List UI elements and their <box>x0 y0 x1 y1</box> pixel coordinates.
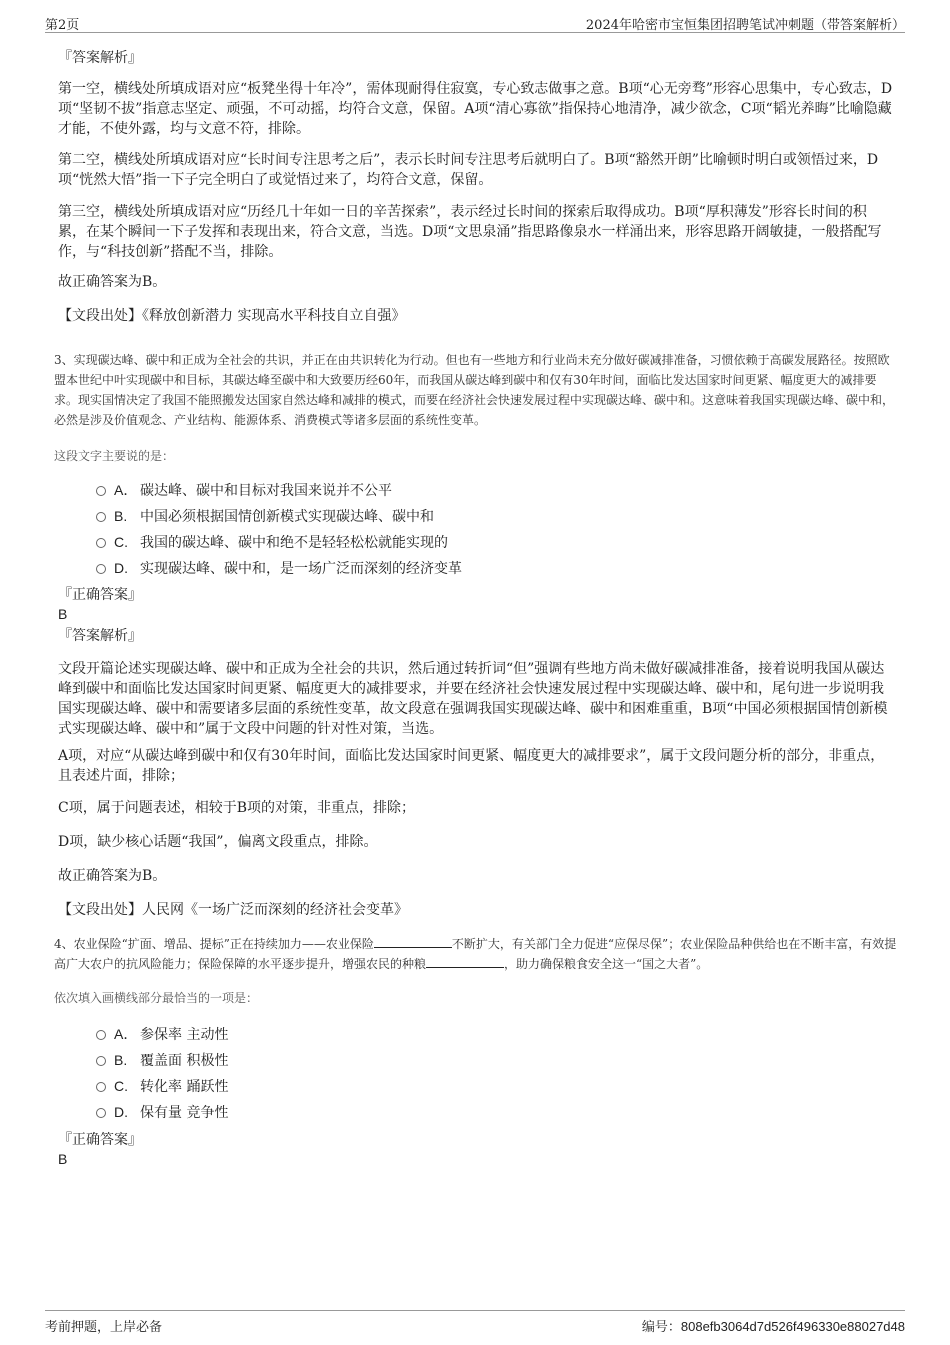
q3-option-b[interactable] <box>96 506 434 527</box>
option-text: 保有量 竞争性 <box>140 1105 229 1121</box>
q3-instruction: 这段文字主要说的是： <box>54 449 175 463</box>
option-label: A． <box>114 482 138 498</box>
footer-slogan: 考前押题，上岸必备 <box>45 1320 163 1335</box>
radio-icon[interactable] <box>96 1082 106 1092</box>
q4-instruction: 依次填入画横线部分最恰当的一项是： <box>54 991 259 1005</box>
radio-icon[interactable] <box>96 538 106 548</box>
q2-analysis-label: 『答案解析』 <box>58 50 142 66</box>
option-label: D. <box>114 1104 128 1120</box>
radio-icon[interactable] <box>96 512 106 522</box>
fill-blank-1 <box>374 935 452 948</box>
q4-option-a[interactable] <box>96 1024 228 1045</box>
option-text: 中国必须根据国情创新模式实现碳达峰、碳中和 <box>140 509 434 525</box>
radio-icon[interactable] <box>96 1030 106 1040</box>
q3-option-c[interactable] <box>96 532 448 553</box>
option-text: 转化率 踊跃性 <box>140 1079 229 1095</box>
page-number: 第2页 <box>45 18 80 33</box>
option-label: B. <box>114 1052 128 1068</box>
q4-option-c[interactable] <box>96 1076 228 1097</box>
q3-analysis-para: 文段开篇论述实现碳达峰、碳中和正成为全社会的共识，然后通过转折词“但”强调有些地方尚未做好碳减排准备，接着说明我国从碳达峰到碳中和面临比发达国家时间更紧、幅度更大的减排要求，并要在经济社会快速发展过程中实现碳达峰、碳中和，尾句进一步说明我国实现碳达峰、碳中和需要诸多层面的系统性变革，故文段意在强调我国实现碳达峰、碳中和困难重重，B项“中国必须根据国情创新模式实现碳达峰、碳中和”属于文段中问题的针对性对策，当选。 <box>58 661 888 737</box>
q3-stem: 3、实现碳达峰、碳中和正成为全社会的共识，并正在由共识转化为行动。但也有一些地方和行业尚未充分做好碳减排准备，习惯依赖于高碳发展路径。按照欧盟本世纪中叶实现碳中和目标，其碳达峰至碳中和大致要历经60年，而我国从碳达峰到碳中和仅有30年时间，面临比发达国家时间更紧、幅度更大的减排要求。现实国情决定了我国不能照搬发达国家自然达峰和减排的模式，而要在经济社会快速发展过程中实现碳达峰、碳中和。这意味着我国实现碳达峰、碳中和，必然是涉及价值观念、产业结构、能源体系、消费模式等诸多层面的系统性变革。 <box>54 353 895 427</box>
document-title: 2024年哈密市宝恒集团招聘笔试冲刺题（带答案解析） <box>585 18 905 33</box>
q4-answer-label: 『正确答案』 <box>58 1132 142 1148</box>
q3-analysis-label: 『答案解析』 <box>58 628 142 644</box>
option-text: 碳达峰、碳中和目标对我国来说并不公平 <box>140 483 392 499</box>
q4-stem: 4、农业保险“扩面、增品、提标”正在持续加力——农业保险 不断扩大，有关部门全力促进“应保尽保”；农业保险品种供给也在不断丰富，有效提高广大农户的抗风险能力；保险保障的水平逐步提升，增强农民的种粮 ，助力确保粮食安全这一“国之大者”。 <box>54 937 897 971</box>
q3-source: 【文段出处】人民网《一场广泛而深刻的经济社会变革》 <box>58 902 408 918</box>
q2-conclusion: 故正确答案为B。 <box>58 274 167 290</box>
q4-option-b[interactable] <box>96 1050 228 1071</box>
radio-icon[interactable] <box>96 564 106 574</box>
q3-analysis-para: C项，属于问题表述，相较于B项的对策，非重点，排除； <box>58 800 415 816</box>
option-label: A． <box>114 1026 138 1042</box>
q2-analysis-para-3: 第三空，横线处所填成语对应“历经几十年如一日的辛苦探索”，表示经过长时间的探索后取得成功。B项“厚积薄发”形容长时间的积累，在某个瞬间一下子发挥和表现出来，符合文意，当选。D项“文思泉涌”指思路像泉水一样涌出来，形容思路开阔敏捷，一般搭配写作，与“科技创新”搭配不当，排除。 <box>58 204 882 260</box>
q3-answer-label: 『正确答案』 <box>58 587 142 603</box>
document-code: 编号：808efb3064d7d526f496330e88027d48 <box>641 1319 905 1334</box>
option-text: 覆盖面 积极性 <box>140 1053 229 1069</box>
q3-analysis-para: D项，缺少核心话题“我国”，偏离文段重点，排除。 <box>58 834 378 850</box>
q4-option-d[interactable] <box>96 1102 228 1123</box>
radio-icon[interactable] <box>96 1108 106 1118</box>
option-text: 参保率 主动性 <box>140 1027 229 1043</box>
q4-answer: B <box>58 1151 68 1167</box>
q2-source: 【文段出处】《释放创新潜力 实现高水平科技自立自强》 <box>58 308 406 324</box>
q3-answer: B <box>58 606 68 622</box>
q3-conclusion: 故正确答案为B。 <box>58 868 167 884</box>
option-label: C. <box>114 1078 128 1094</box>
option-label: C. <box>114 534 128 550</box>
option-label: D. <box>114 560 128 576</box>
q2-analysis-para-2: 第二空，横线处所填成语对应“长时间专注思考之后”，表示长时间专注思考后就明白了。B项“豁然开朗”比喻顿时明白或领悟过来，D项“恍然大悟”指一下子完全明白了或觉悟过来了，均符合文意，保留。 <box>58 152 879 188</box>
q3-option-a[interactable] <box>96 480 392 501</box>
q3-option-d[interactable] <box>96 558 462 579</box>
option-text: 我国的碳达峰、碳中和绝不是轻轻松松就能实现的 <box>140 535 448 551</box>
option-label: B. <box>114 508 128 524</box>
fill-blank-2 <box>426 955 504 968</box>
radio-icon[interactable] <box>96 486 106 496</box>
page-footer <box>45 1310 905 1333</box>
page-header <box>45 10 905 33</box>
q3-analysis-para: A项，对应“从碳达峰到碳中和仅有30年时间，面临比发达国家时间更紧、幅度更大的减排要求”，属于文段问题分析的部分，非重点，且表述片面，排除； <box>58 748 885 784</box>
q2-analysis-para-1: 第一空，横线处所填成语对应“板凳坐得十年冷”，需体现耐得住寂寞，专心致志做事之意。B项“心无旁骛”形容心思集中，专心致志，D项“坚韧不拔”指意志坚定、顽强，不可动摇，均符合文意，保留。A项“清心寡欲”指保持心地清净，减少欲念，C项“韬光养晦”比喻隐藏才能，不使外露，均与文意不符，排除。 <box>58 81 893 137</box>
radio-icon[interactable] <box>96 1056 106 1066</box>
option-text: 实现碳达峰、碳中和，是一场广泛而深刻的经济变革 <box>140 561 462 577</box>
